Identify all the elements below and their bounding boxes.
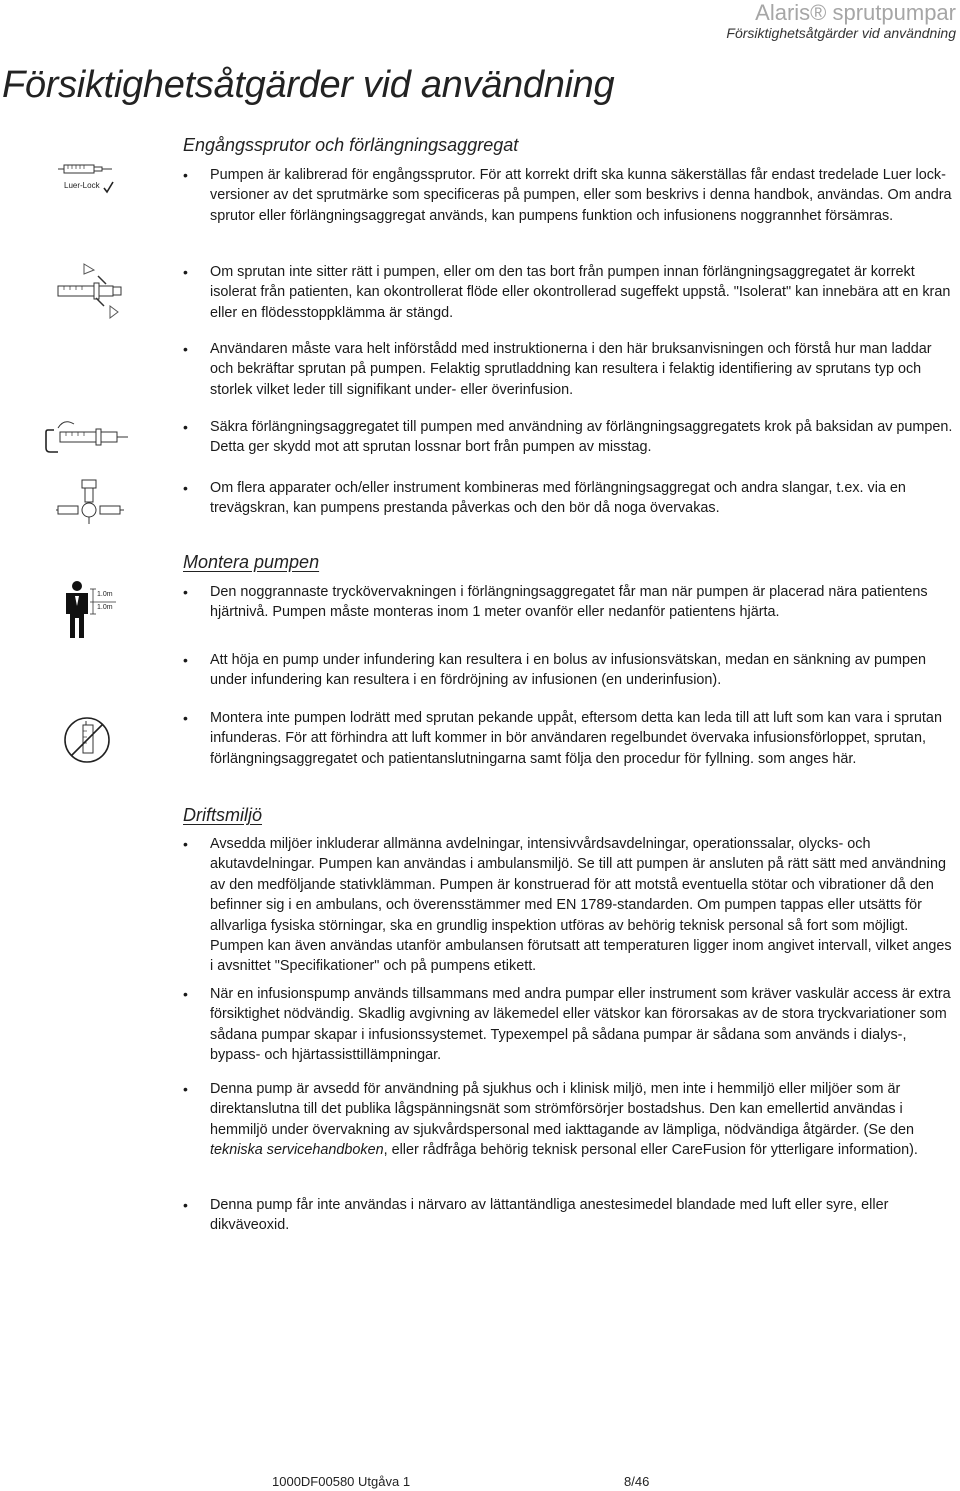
list-item: • Pumpen är kalibrerad för engångssprutor. För att korrekt drift ska kunna säkerställas får endast tredelade Luer lock-versioner av det sprutmärke som specificeras på pumpen, eller som beskrivs i denna handbok, användas. Om andra sprutor eller förlängningsaggregat används, kan pumpens funktion och infusionens noggrannhet försämras. xyxy=(183,167,952,224)
list-item: • Att höja en pump under infundering kan resultera i en bolus av infusionsvätskan, medan en sänkning av pumpen under infundering kan resultera i en fördröjning av infusionen (en underinfusion). xyxy=(183,652,926,689)
three-way-stopcock-icon xyxy=(54,478,126,526)
header-subtitle: Försiktighetsåtgärder vid användning xyxy=(726,25,956,41)
list-item: • Om sprutan inte sitter rätt i pumpen, eller om den tas bort från pumpen innan förlängningsaggregatet är korrekt isolerat från patienten, kan okontrollerat flöde eller okontrollerad sugeffekt uppstå. "Isolerat" kan innebära att en kran eller en flödesstoppklämma är stängd. xyxy=(183,264,951,321)
no-vertical-mount-icon xyxy=(62,715,112,765)
luer-lock-label: Luer-Lock xyxy=(64,181,100,190)
section-heading-syringes: Engångssprutor och förlängningsaggregat xyxy=(183,135,519,155)
syringe-flow-icon xyxy=(54,262,126,320)
section-heading-mounting: Montera pumpen xyxy=(183,552,320,572)
list-item: • Den noggrannaste tryckövervakningen i förlängningsaggregatet får man när pumpen är placerad nära patientens hjärtnivå. Pumpen måste monteras inom 1 meter ovanför eller nedanför patientens hjärta. xyxy=(183,584,928,621)
footer-document-id: 1000DF00580 Utgåva 1 xyxy=(272,1474,411,1489)
height-label-top: 1.0m xyxy=(97,591,113,598)
header-brand: Alaris® sprutpumpar xyxy=(755,0,956,25)
list-item: • När en infusionspump används tillsammans med andra pumpar eller instrument som kräver vaskulär access är extra försiktighet nödvändig. Skadlig avgivning av läkemedel eller vätskor kan förorsakas av de stora tryckvariationer som sådana pumpar skapar i infusionssystemet. Typexempel på sådana pumpar är sådana som används i dialys-, bypass- och hjärtassisttillämpningar. xyxy=(183,986,951,1064)
page-title: Försiktighetsåtgärder vid användning xyxy=(2,64,615,106)
list-item: • Säkra förlängningsaggregatet till pumpen med användning av förlängningsaggregatets krok på baksidan av pumpen. Detta ger skydd mot att sprutan lossnar bort från pumpen av misstag. xyxy=(183,419,953,456)
list-item: • Användaren måste vara helt införstådd med instruktionerna i den här bruksanvisningen och förstå hur man laddar och bekräftar sprutan på pumpen. Felaktig sprutladdning kan resultera i felaktig identifiering av sprutans typ och storlek vilket leder till signifikant under- eller överinfusion. xyxy=(183,341,932,398)
service-manual-reference: tekniska servicehandboken xyxy=(210,1142,384,1159)
list-item: • Denna pump får inte användas i närvaro av lättantändliga anestesimedel blandade med luft eller syre, eller dikväveoxid. xyxy=(183,1197,889,1234)
footer-page-number: 8/46 xyxy=(624,1474,650,1489)
extension-set-hook-icon xyxy=(44,414,130,454)
height-label-bottom: 1.0m xyxy=(97,604,113,611)
list-item: • Montera inte pumpen lodrätt med sprutan pekande uppåt, eftersom detta kan leda till att luft som kan vara i sprutan infunderas. För att förhindra att luft kommer in bör användaren regelbundet övervaka infusionsförloppet, sprutan, förlängningsaggregatet och patientanslutningarna samt följa den procedur för fyllning. som anges här. xyxy=(183,710,942,767)
list-item: • Avsedda miljöer inkluderar allmänna avdelningar, intensivvårdsavdelningar, operationssalar, olycks- och akutavdelningar. Pumpen kan användas i ambulansmiljö. Se till att pumpen är ansluten på rätt sätt med användning av den medföljande stativklämman. Pumpen är konstruerad för att motstå eventuella stötar och vibrationer då den befinner sig i en ambulans, och överensstämmer med EN 1789-standarden. Om pumpen tappas eller utsätts för allvarliga fysiska störningar, ska en grundlig inspektion utföras av behörig teknisk personal så fort som möjligt. Pumpen kan även användas utanför ambulansen förutsatt att temperaturen ligger inom angivet intervall, vilket anges i avsnittet "Specifikationer" och på pumpens etikett. xyxy=(183,836,952,975)
luer-lock-syringe-icon xyxy=(56,160,116,196)
list-item: • Denna pump är avsedd för användning på sjukhus och i klinisk miljö, men inte i hemmiljö eller miljöer som är direktanslutna till det publika lågspänningsnät som strömförsörjer bostadshus. Den kan emellertid användas i hemmiljö under övervakning av sjukvårdspersonal med iakttagande av lämpliga, nödvändiga åtgärder. (Se den tekniska servicehandboken, eller rådfråga behörig teknisk personal eller CareFusion för ytterligare information). xyxy=(183,1081,918,1159)
section-heading-environment: Driftsmiljö xyxy=(183,805,262,825)
list-item: • Om flera apparater och/eller instrument kombineras med förlängningsaggregat och andra slangar, t.ex. via en trevägskran, kan pumpens prestanda påverkas och den bör då noga övervakas. xyxy=(183,480,906,517)
patient-heart-level-icon xyxy=(62,580,122,640)
